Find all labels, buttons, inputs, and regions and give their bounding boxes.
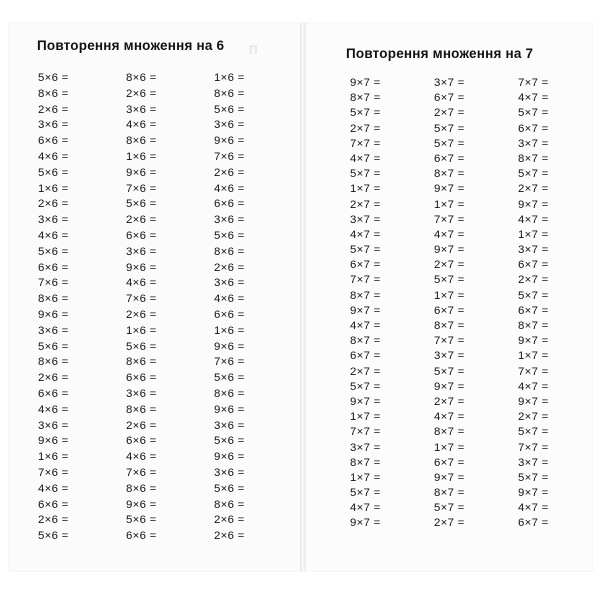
multiplication-exercise: 3×6 = (126, 387, 157, 400)
multiplication-exercise: 8×7 = (350, 335, 381, 348)
multiplication-exercise: 5×7 = (350, 244, 381, 257)
multiplication-exercise: 9×7 = (350, 395, 381, 408)
multiplication-exercise: 2×6 = (38, 103, 69, 116)
multiplication-exercise: 3×6 = (38, 324, 69, 337)
multiplication-exercise: 3×6 = (38, 419, 69, 432)
multiplication-exercise: 4×6 = (214, 182, 245, 195)
multiplication-exercise: 5×7 = (518, 426, 549, 439)
multiplication-exercise: 9×6 = (214, 135, 245, 148)
multiplication-exercise: 2×7 = (350, 365, 381, 378)
multiplication-exercise: 3×6 = (38, 214, 69, 227)
multiplication-exercise: 6×7 = (350, 259, 381, 272)
multiplication-exercise: 3×6 = (214, 466, 245, 479)
exercise-column (434, 76, 518, 532)
multiplication-exercise: 8×7 = (434, 487, 465, 500)
exercise-column (518, 76, 592, 532)
multiplication-exercise: 3×6 = (126, 245, 157, 258)
multiplication-exercise: 7×6 = (126, 466, 157, 479)
multiplication-exercise: 4×6 = (126, 119, 157, 132)
multiplication-exercise: 5×7 = (434, 274, 465, 287)
multiplication-exercise: 6×6 = (214, 198, 245, 211)
multiplication-exercise: 5×7 = (518, 289, 549, 302)
multiplication-exercise: 7×6 = (214, 150, 245, 163)
exercise-column (350, 76, 434, 532)
multiplication-exercise: 5×6 = (126, 514, 157, 527)
multiplication-exercise: 7×7 = (350, 274, 381, 287)
multiplication-exercise: 9×6 = (38, 308, 69, 321)
multiplication-exercise: 5×6 = (214, 482, 245, 495)
multiplication-exercise: 3×6 = (126, 103, 157, 116)
multiplication-exercise: 7×6 = (126, 293, 157, 306)
multiplication-exercise: 8×7 = (350, 456, 381, 469)
multiplication-exercise: 5×7 = (434, 137, 465, 150)
exercise-column (126, 71, 214, 545)
multiplication-exercise: 5×7 = (350, 487, 381, 500)
multiplication-exercise: 2×6 = (214, 166, 245, 179)
multiplication-exercise: 3×6 = (214, 277, 245, 290)
multiplication-exercise: 9×7 = (434, 380, 465, 393)
multiplication-exercise: 2×6 = (214, 261, 245, 274)
multiplication-exercise: 4×7 = (518, 213, 549, 226)
multiplication-exercise: 4×6 = (38, 403, 69, 416)
multiplication-exercise: 1×7 = (434, 441, 465, 454)
multiplication-exercise: 3×6 = (214, 214, 245, 227)
multiplication-exercise: 8×6 = (214, 87, 245, 100)
multiplication-exercise: 1×7 = (518, 350, 549, 363)
multiplication-exercise: 5×6 = (126, 198, 157, 211)
multiplication-exercise: 4×6 = (38, 482, 69, 495)
multiplication-exercise: 1×7 = (434, 198, 465, 211)
multiplication-exercise: 9×7 = (518, 395, 549, 408)
multiplication-exercise: 6×7 = (518, 304, 549, 317)
multiplication-exercise: 3×7 = (350, 213, 381, 226)
exercise-column (214, 71, 300, 545)
multiplication-exercise: 6×6 = (126, 435, 157, 448)
multiplication-exercise: 3×7 = (350, 441, 381, 454)
multiplication-exercise: 5×7 = (518, 168, 549, 181)
multiplication-exercise: 2×7 = (434, 107, 465, 120)
multiplication-exercise: 8×6 = (214, 245, 245, 258)
multiplication-exercise: 5×7 = (434, 122, 465, 135)
multiplication-exercise: 2×6 = (214, 514, 245, 527)
multiplication-exercise: 3×7 = (434, 350, 465, 363)
multiplication-exercise: 8×6 = (126, 356, 157, 369)
multiplication-exercise: 3×6 = (38, 119, 69, 132)
multiplication-exercise: 1×7 = (350, 183, 381, 196)
multiplication-exercise: 5×6 = (38, 530, 69, 543)
left-page-title: Повторення множення на 6 (37, 38, 225, 53)
multiplication-exercise: 6×7 = (518, 517, 549, 530)
multiplication-exercise: 8×6 = (38, 293, 69, 306)
multiplication-exercise: 2×7 = (350, 198, 381, 211)
multiplication-exercise: 7×7 = (350, 426, 381, 439)
multiplication-exercise: 9×7 = (350, 517, 381, 530)
multiplication-exercise: 7×7 = (434, 335, 465, 348)
multiplication-exercise: 9×6 = (126, 261, 157, 274)
right-page-title: Повторення множення на 7 (346, 46, 534, 61)
multiplication-exercise: 8×6 = (126, 135, 157, 148)
multiplication-exercise: 3×7 = (518, 137, 549, 150)
multiplication-exercise: 1×6 = (38, 451, 69, 464)
multiplication-exercise: 4×6 = (38, 150, 69, 163)
multiplication-exercise: 9×6 = (214, 451, 245, 464)
multiplication-exercise: 8×7 = (518, 320, 549, 332)
multiplication-exercise: 4×7 = (518, 380, 549, 393)
multiplication-exercise: 6×7 = (434, 456, 465, 469)
multiplication-exercise: 2×6 = (126, 419, 157, 432)
multiplication-exercise: 5×6 = (38, 72, 69, 84)
multiplication-exercise: 1×7 = (518, 228, 549, 241)
multiplication-exercise: 4×7 = (350, 152, 381, 165)
multiplication-exercise: 1×6 = (214, 324, 245, 337)
multiplication-exercise: 2×6 = (126, 214, 157, 227)
multiplication-exercise: 7×6 = (214, 356, 245, 369)
multiplication-exercise: 3×6 = (214, 119, 245, 132)
multiplication-exercise: 6×7 = (434, 304, 465, 317)
multiplication-exercise: 5×6 = (38, 166, 69, 179)
multiplication-exercise: 2×6 = (38, 514, 69, 527)
multiplication-exercise: 2×6 = (38, 198, 69, 211)
multiplication-exercise: 1×6 = (38, 182, 69, 195)
multiplication-exercise: 7×6 = (126, 182, 157, 195)
multiplication-exercise: 6×6 = (38, 498, 69, 511)
multiplication-exercise: 3×6 = (214, 419, 245, 432)
multiplication-exercise: 9×6 = (126, 166, 157, 179)
multiplication-exercise: 4×7 = (434, 228, 465, 241)
multiplication-exercise: 2×7 = (350, 122, 381, 135)
multiplication-exercise: 2×7 = (434, 395, 465, 408)
multiplication-exercise: 1×7 = (350, 471, 381, 484)
left-page (9, 23, 300, 571)
multiplication-exercise: 5×7 = (350, 107, 381, 120)
multiplication-exercise: 2×7 = (518, 274, 549, 287)
multiplication-exercise: 9×7 = (350, 304, 381, 317)
multiplication-exercise: 5×6 = (214, 372, 245, 385)
multiplication-exercise: 4×6 = (126, 451, 157, 464)
multiplication-exercise: 9×7 = (518, 198, 549, 211)
multiplication-exercise: 4×7 = (350, 228, 381, 241)
multiplication-exercise: 9×7 = (350, 77, 381, 89)
multiplication-exercise: 5×7 = (350, 168, 381, 181)
multiplication-exercise: 8×6 = (126, 403, 157, 416)
multiplication-exercise: 8×7 = (350, 92, 381, 105)
multiplication-exercise: 2×7 = (434, 517, 465, 530)
multiplication-exercise: 9×6 = (38, 435, 69, 448)
multiplication-exercise: 4×7 = (518, 502, 549, 515)
multiplication-exercise: 5×6 = (126, 340, 157, 353)
multiplication-exercise: 8×6 = (126, 72, 157, 84)
multiplication-exercise: 5×7 = (518, 107, 549, 120)
multiplication-exercise: 6×6 = (38, 261, 69, 274)
multiplication-exercise: 4×6 = (126, 277, 157, 290)
multiplication-exercise: 6×6 = (214, 308, 245, 321)
show-through-text: П (249, 43, 258, 57)
multiplication-exercise: 7×7 = (518, 365, 549, 378)
multiplication-exercise: 5×6 = (38, 245, 69, 258)
multiplication-exercise: 8×7 = (434, 168, 465, 181)
multiplication-exercise: 8×7 = (518, 152, 549, 165)
multiplication-exercise: 6×7 = (434, 152, 465, 165)
multiplication-exercise: 2×6 = (126, 308, 157, 321)
multiplication-exercise: 5×7 = (518, 471, 549, 484)
multiplication-exercise: 7×6 = (38, 277, 69, 290)
multiplication-exercise: 5×6 = (214, 229, 245, 242)
multiplication-exercise: 8×6 = (214, 387, 245, 400)
multiplication-exercise: 6×6 = (38, 135, 69, 148)
multiplication-exercise: 2×6 = (38, 372, 69, 385)
multiplication-exercise: 8×6 = (126, 482, 157, 495)
multiplication-exercise: 4×7 = (350, 320, 381, 332)
multiplication-exercise: 4×7 = (350, 502, 381, 515)
workbook-spread (9, 23, 592, 571)
multiplication-exercise: 5×6 = (214, 103, 245, 116)
multiplication-exercise: 8×6 = (38, 87, 69, 100)
multiplication-exercise: 6×6 = (126, 530, 157, 543)
multiplication-exercise: 7×6 = (38, 466, 69, 479)
multiplication-exercise: 6×6 = (126, 372, 157, 385)
multiplication-exercise: 7×7 = (518, 441, 549, 454)
multiplication-exercise: 6×7 = (434, 92, 465, 105)
multiplication-exercise: 2×6 = (126, 87, 157, 100)
multiplication-exercise: 3×7 = (434, 77, 465, 89)
multiplication-exercise: 9×7 = (434, 183, 465, 196)
multiplication-exercise: 7×7 = (350, 137, 381, 150)
multiplication-exercise: 8×6 = (214, 498, 245, 511)
multiplication-exercise: 8×6 = (38, 356, 69, 369)
multiplication-exercise: 5×6 = (214, 435, 245, 448)
multiplication-exercise: 9×6 = (214, 340, 245, 353)
multiplication-exercise: 2×6 = (214, 530, 245, 543)
multiplication-exercise: 1×6 = (214, 72, 245, 84)
multiplication-exercise: 6×6 = (38, 387, 69, 400)
multiplication-exercise: 7×7 = (434, 213, 465, 226)
exercise-column (38, 71, 126, 545)
multiplication-exercise: 4×6 = (214, 293, 245, 306)
multiplication-exercise: 6×7 = (518, 122, 549, 135)
multiplication-exercise: 1×7 = (350, 411, 381, 424)
multiplication-exercise: 9×7 = (434, 244, 465, 257)
multiplication-exercise: 5×6 = (38, 340, 69, 353)
multiplication-exercise: 9×6 = (126, 498, 157, 511)
multiplication-exercise: 3×7 = (518, 456, 549, 469)
multiplication-exercise: 9×7 = (518, 335, 549, 348)
multiplication-exercise: 1×6 = (126, 150, 157, 163)
multiplication-exercise: 9×7 = (434, 471, 465, 484)
multiplication-exercise: 8×7 = (434, 426, 465, 439)
multiplication-exercise: 9×6 = (214, 403, 245, 416)
multiplication-exercise: 1×6 = (126, 324, 157, 337)
multiplication-exercise: 3×7 = (518, 244, 549, 257)
multiplication-exercise: 2×7 = (518, 183, 549, 196)
left-exercise-columns (38, 71, 300, 545)
multiplication-exercise: 6×7 = (350, 350, 381, 363)
multiplication-exercise: 1×7 = (434, 289, 465, 302)
multiplication-exercise: 5×7 = (350, 380, 381, 393)
multiplication-exercise: 7×7 = (518, 77, 549, 89)
multiplication-exercise: 5×7 = (434, 365, 465, 378)
multiplication-exercise: 4×7 = (434, 411, 465, 424)
right-page (306, 23, 592, 571)
multiplication-exercise: 6×7 = (518, 259, 549, 272)
multiplication-exercise: 8×7 = (350, 289, 381, 302)
multiplication-exercise: 4×7 = (518, 92, 549, 105)
multiplication-exercise: 4×6 = (38, 229, 69, 242)
multiplication-exercise: 5×7 = (434, 502, 465, 515)
multiplication-exercise: 9×7 = (518, 487, 549, 500)
multiplication-exercise: 2×7 = (434, 259, 465, 272)
right-exercise-columns (350, 76, 592, 532)
multiplication-exercise: 8×7 = (434, 320, 465, 332)
multiplication-exercise: 6×6 = (126, 229, 157, 242)
multiplication-exercise: 2×7 = (518, 411, 549, 424)
